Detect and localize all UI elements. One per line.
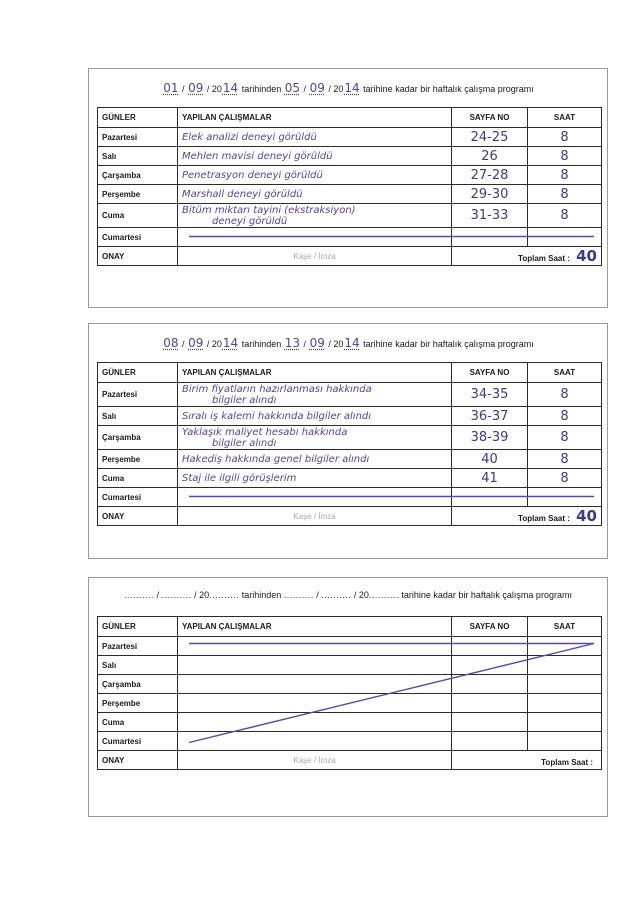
page-cell[interactable]: [452, 637, 528, 656]
table-row: [98, 426, 602, 450]
day-label: Pazartesi: [98, 637, 178, 656]
page-value: 40: [481, 451, 498, 467]
year-prefix: / 20: [353, 590, 369, 600]
date-sep: /: [182, 84, 185, 94]
table-row: [98, 204, 602, 228]
hours-cell[interactable]: [528, 228, 602, 247]
day-label: Cuma: [98, 469, 178, 488]
page-value: 29-30: [470, 186, 509, 202]
hours-cell[interactable]: [528, 637, 602, 656]
hours-cell[interactable]: [528, 166, 602, 185]
day-label: Çarşamba: [98, 166, 178, 185]
until-label: tarihine kadar bir haftalık çalışma programı: [363, 84, 534, 94]
day-label: Çarşamba: [98, 675, 178, 694]
work-text-continued: deneyi görüldü: [212, 215, 288, 227]
table-row: [98, 383, 602, 407]
work-cell[interactable]: [178, 694, 452, 713]
date-field[interactable]: 08: [163, 336, 179, 350]
page-value: 24-25: [470, 129, 509, 145]
date-sep: /: [182, 339, 185, 349]
date-field[interactable]: 09: [309, 81, 325, 95]
year-prefix: / 20: [206, 339, 222, 349]
col-page-header: SAYFA NO: [452, 108, 528, 128]
page-cell[interactable]: [452, 228, 528, 247]
page-cell[interactable]: [452, 383, 528, 407]
work-text: Marshall deneyi görüldü: [182, 188, 303, 200]
hours-cell[interactable]: [528, 488, 602, 507]
hours-cell[interactable]: [528, 128, 602, 147]
col-hours-header: SAAT: [528, 617, 602, 637]
table-row: [98, 407, 602, 426]
until-label: tarihine kadar bir haftalık çalışma programı: [363, 339, 534, 349]
day-label: Pazartesi: [98, 128, 178, 147]
week-date-range: [89, 81, 607, 95]
stamp-signature-area[interactable]: Kaşe / İmza: [178, 247, 452, 266]
work-text: Staj ile ilgili görüşlerim: [182, 472, 297, 484]
table-header-row: [98, 363, 602, 383]
date-field[interactable]: ..........: [124, 590, 155, 600]
table-row: [98, 147, 602, 166]
page-cell[interactable]: [452, 204, 528, 228]
page-cell[interactable]: [452, 166, 528, 185]
work-cell[interactable]: [178, 713, 452, 732]
page-value: 34-35: [470, 387, 509, 402]
day-label: Cuma: [98, 204, 178, 228]
date-field[interactable]: 09: [188, 81, 204, 95]
work-cell[interactable]: [178, 407, 452, 426]
hours-cell[interactable]: [528, 732, 602, 751]
total-hours-label: Toplam Saat :: [518, 514, 570, 523]
hours-cell[interactable]: [528, 469, 602, 488]
date-sep: /: [303, 339, 307, 349]
date-field[interactable]: 09: [188, 336, 204, 350]
hours-value: 8: [560, 470, 569, 486]
hours-cell[interactable]: [528, 675, 602, 694]
approval-row: [98, 751, 602, 770]
col-work-header: YAPILAN ÇALIŞMALAR: [178, 363, 452, 383]
col-page-header: SAYFA NO: [452, 363, 528, 383]
from-label: tarihinden: [241, 590, 282, 600]
day-label: Perşembe: [98, 185, 178, 204]
date-field[interactable]: 01: [163, 81, 179, 95]
work-cell[interactable]: [178, 656, 452, 675]
day-label: Cumartesi: [98, 732, 178, 751]
day-label: Cuma: [98, 713, 178, 732]
work-text: Yaklaşık maliyet hesabı hakkında: [182, 426, 348, 438]
hours-value: 8: [560, 148, 569, 164]
approval-label: ONAY: [98, 751, 178, 770]
work-cell[interactable]: [178, 732, 452, 751]
table-row: [98, 656, 602, 675]
page-cell[interactable]: [452, 147, 528, 166]
work-cell[interactable]: [178, 426, 452, 450]
approval-label: ONAY: [98, 247, 178, 266]
table-row: [98, 488, 602, 507]
date-field[interactable]: 14: [222, 81, 239, 95]
year-prefix: / 20: [328, 339, 344, 349]
week-section-1: [88, 68, 608, 308]
week-section-2: [88, 323, 608, 559]
table-row: [98, 675, 602, 694]
work-cell[interactable]: [178, 469, 452, 488]
col-days-header: GÜNLER: [98, 617, 178, 637]
day-label: Cumartesi: [98, 488, 178, 507]
table-row: [98, 128, 602, 147]
week-section-3: [88, 577, 608, 817]
total-hours-value[interactable]: 40: [576, 507, 597, 525]
page-cell[interactable]: [452, 426, 528, 450]
hours-cell[interactable]: [528, 694, 602, 713]
page-value: 36-37: [470, 408, 509, 424]
day-label: Pazartesi: [98, 383, 178, 407]
work-text: Birim fiyatların hazırlanması hakkında: [182, 383, 372, 395]
approval-row: [98, 247, 602, 266]
hours-value: 8: [560, 129, 569, 145]
total-hours-label: Toplam Saat :: [541, 758, 593, 767]
week-date-range: [89, 336, 607, 350]
total-hours: [452, 507, 602, 526]
total-hours-label: Toplam Saat :: [518, 254, 570, 263]
hours-cell[interactable]: [528, 713, 602, 732]
page-cell[interactable]: [452, 128, 528, 147]
work-cell[interactable]: [178, 637, 452, 656]
work-cell[interactable]: [178, 228, 452, 247]
hours-value: 8: [560, 387, 569, 402]
table-row: [98, 469, 602, 488]
table-row: [98, 450, 602, 469]
page-cell[interactable]: [452, 694, 528, 713]
page-cell[interactable]: [452, 407, 528, 426]
table-row: [98, 713, 602, 732]
col-days-header: GÜNLER: [98, 363, 178, 383]
page-cell[interactable]: [452, 185, 528, 204]
table-header-row: [98, 617, 602, 637]
hours-cell[interactable]: [528, 147, 602, 166]
work-text: Mehlen mavisi deneyi görüldü: [182, 150, 333, 162]
date-field[interactable]: 05: [284, 81, 301, 95]
col-work-header: YAPILAN ÇALIŞMALAR: [178, 108, 452, 128]
hours-cell[interactable]: [528, 407, 602, 426]
work-cell[interactable]: [178, 450, 452, 469]
page-value: 41: [481, 470, 498, 486]
week-table: [97, 616, 602, 770]
hours-value: 8: [560, 451, 569, 467]
table-row: [98, 228, 602, 247]
work-cell[interactable]: [178, 488, 452, 507]
hours-value: 8: [560, 208, 569, 223]
until-label: tarihine kadar bir haftalık çalışma programı: [401, 590, 572, 600]
date-field[interactable]: ..........: [321, 590, 352, 600]
hours-value: 8: [560, 167, 569, 183]
work-text: Penetrasyon deneyi görüldü: [182, 169, 323, 181]
hours-value: 8: [560, 408, 569, 424]
col-page-header: SAYFA NO: [452, 617, 528, 637]
work-cell[interactable]: [178, 166, 452, 185]
from-label: tarihinden: [241, 339, 282, 349]
page-cell[interactable]: [452, 675, 528, 694]
table-header-row: [98, 108, 602, 128]
week-date-range: [89, 590, 607, 600]
stamp-signature-area[interactable]: Kaşe / İmza: [178, 507, 452, 526]
page-cell[interactable]: [452, 713, 528, 732]
day-label: Cumartesi: [98, 228, 178, 247]
hours-cell[interactable]: [528, 204, 602, 228]
stamp-signature-area[interactable]: Kaşe / İmza: [178, 751, 452, 770]
work-cell[interactable]: [178, 128, 452, 147]
work-text-continued: bilgiler alındı: [212, 437, 277, 449]
date-sep: /: [303, 84, 307, 94]
page-value: 26: [481, 148, 498, 164]
year-prefix: / 20: [328, 84, 344, 94]
total-hours: [452, 247, 602, 266]
day-label: Salı: [98, 407, 178, 426]
day-label: Perşembe: [98, 694, 178, 713]
work-cell[interactable]: [178, 147, 452, 166]
date-field[interactable]: 14: [222, 336, 239, 350]
from-label: tarihinden: [241, 84, 282, 94]
work-cell[interactable]: [178, 204, 452, 228]
table-row: [98, 185, 602, 204]
year-prefix: / 20: [194, 590, 210, 600]
year-prefix: / 20: [206, 84, 222, 94]
date-field[interactable]: ..........: [283, 590, 314, 600]
day-label: Perşembe: [98, 450, 178, 469]
col-hours-header: SAAT: [528, 108, 602, 128]
hours-value: 8: [560, 186, 569, 202]
total-hours-value[interactable]: 40: [576, 247, 597, 265]
page-value: 27-28: [470, 167, 509, 183]
table-row: [98, 694, 602, 713]
table-row: [98, 732, 602, 751]
work-text: Bitüm miktarı tayini (ekstraksiyon): [182, 204, 356, 216]
col-hours-header: SAAT: [528, 363, 602, 383]
page-cell[interactable]: [452, 732, 528, 751]
date-field[interactable]: 13: [284, 336, 301, 350]
week-table: [97, 362, 602, 526]
col-work-header: YAPILAN ÇALIŞMALAR: [178, 617, 452, 637]
work-text-continued: bilgiler alındı: [212, 394, 277, 406]
table-row: [98, 637, 602, 656]
date-field[interactable]: ..........: [209, 590, 240, 600]
page-value: 31-33: [470, 208, 509, 223]
work-text: Elek analizi deneyi görüldü: [182, 131, 317, 143]
date-field[interactable]: 14: [344, 336, 360, 350]
col-days-header: GÜNLER: [98, 108, 178, 128]
hours-cell[interactable]: [528, 426, 602, 450]
day-label: Salı: [98, 147, 178, 166]
date-field[interactable]: ..........: [368, 590, 399, 600]
hours-cell[interactable]: [528, 383, 602, 407]
day-label: Salı: [98, 656, 178, 675]
date-sep: /: [316, 590, 319, 600]
page-cell[interactable]: [452, 656, 528, 675]
page-cell[interactable]: [452, 469, 528, 488]
work-cell[interactable]: [178, 185, 452, 204]
hours-cell[interactable]: [528, 185, 602, 204]
date-field[interactable]: ..........: [161, 590, 192, 600]
work-text: Sıralı iş kalemi hakkında bilgiler alındı: [182, 410, 372, 422]
hours-cell[interactable]: [528, 450, 602, 469]
page-cell[interactable]: [452, 488, 528, 507]
hours-value: 8: [560, 430, 569, 445]
page-value: 38-39: [470, 430, 509, 445]
approval-label: ONAY: [98, 507, 178, 526]
work-cell[interactable]: [178, 383, 452, 407]
work-cell[interactable]: [178, 675, 452, 694]
day-label: Çarşamba: [98, 426, 178, 450]
table-row: [98, 166, 602, 185]
approval-row: [98, 507, 602, 526]
date-field[interactable]: 09: [309, 336, 325, 350]
date-field[interactable]: 14: [344, 81, 360, 95]
page-cell[interactable]: [452, 450, 528, 469]
week-table: [97, 107, 602, 266]
total-hours: [452, 751, 602, 770]
date-sep: /: [156, 590, 160, 600]
hours-cell[interactable]: [528, 656, 602, 675]
work-text: Hakediş hakkında genel bilgiler alındı: [182, 453, 370, 465]
